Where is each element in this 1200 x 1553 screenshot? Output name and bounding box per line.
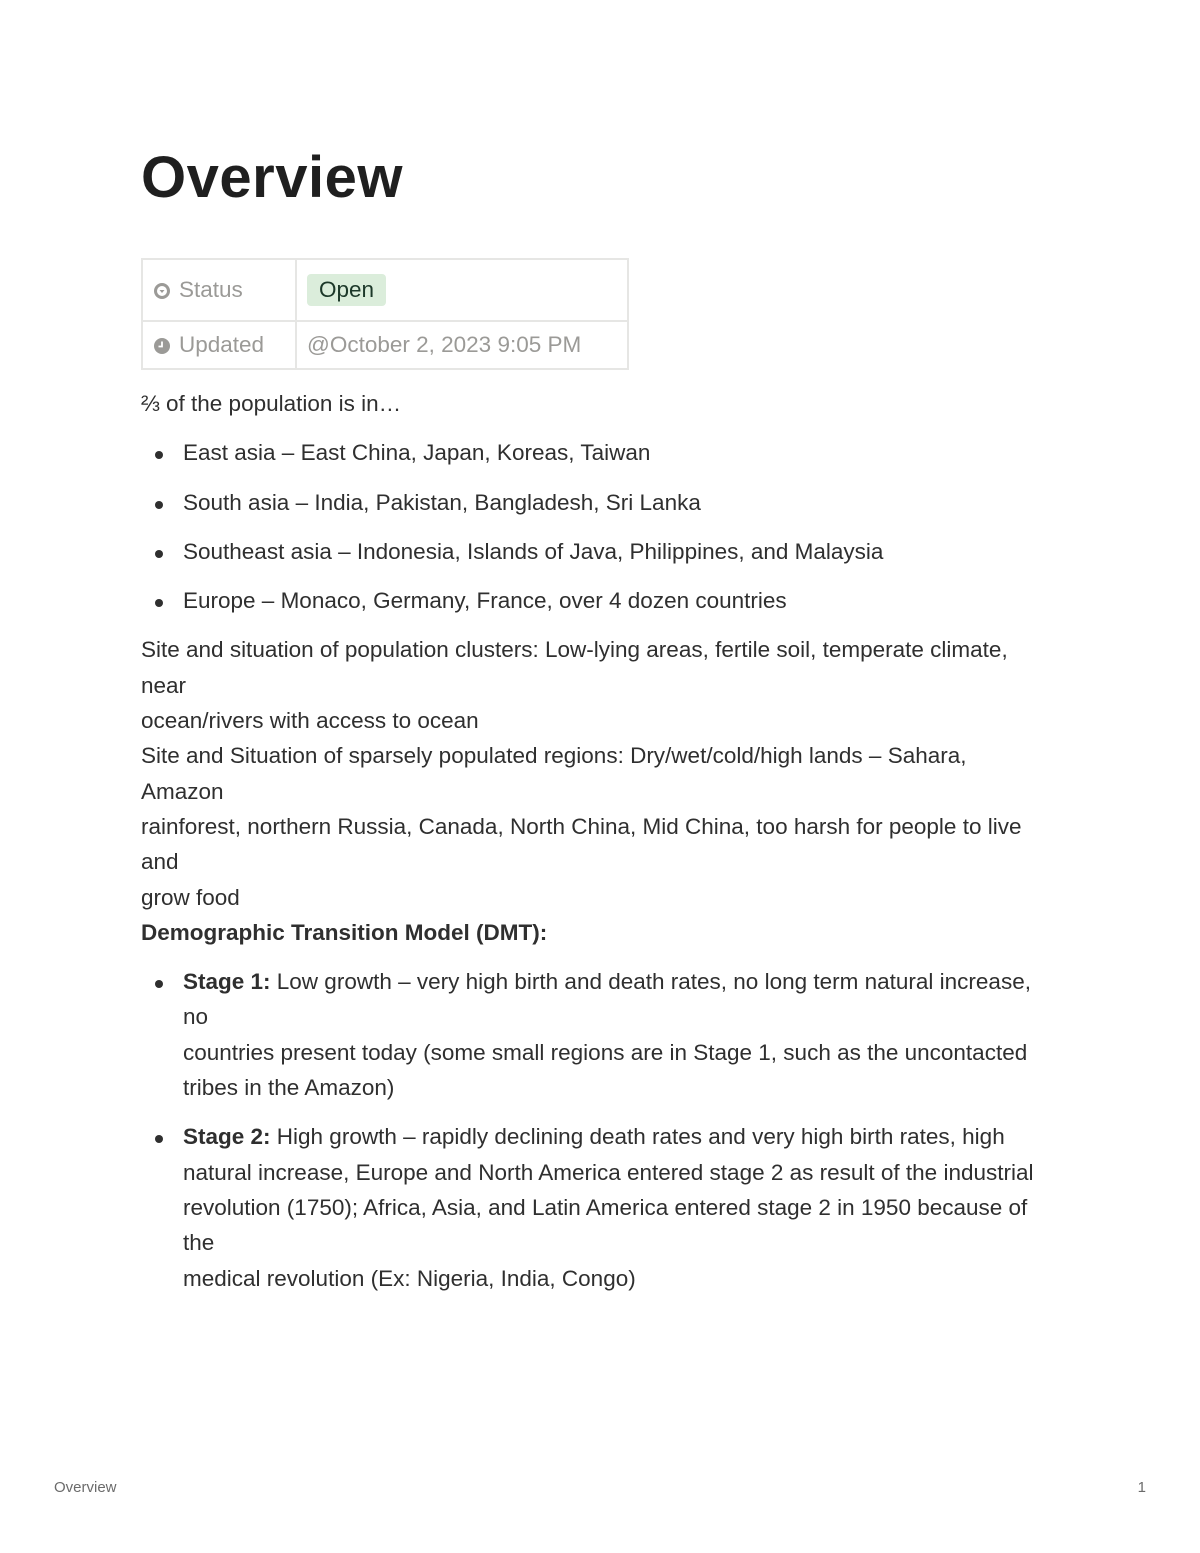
stage-text: medical revolution (Ex: Nigeria, India, Congo) (183, 1265, 636, 1291)
stage-text: High growth – rapidly declining death rates and very high birth rates, high (270, 1124, 1005, 1150)
status-property-value[interactable] (296, 259, 628, 321)
paragraph-line: Site and situation of population clusters: Low-lying areas, fertile soil, temperate climate, near (141, 637, 1008, 698)
status-property-row (142, 259, 628, 321)
list-item: Southeast asia – Indonesia, Islands of Java, Philippines, and Malaysia (141, 534, 1051, 569)
dmt-stages-list (141, 964, 1051, 1296)
updated-label: Updated (179, 332, 265, 357)
properties-table (141, 258, 629, 370)
paragraph-line: ocean/rivers with access to ocean (141, 708, 479, 734)
paragraph-line: Site and Situation of sparsely populated regions: Dry/wet/cold/high lands – Sahara, Amazon (141, 743, 967, 804)
updated-property-key (142, 321, 296, 369)
regions-list (141, 435, 1051, 618)
list-item: East asia – East China, Japan, Koreas, Taiwan (141, 435, 1051, 470)
sparse-paragraph (141, 738, 1051, 914)
stage-text: countries present today (some small regions are in Stage 1, such as the uncontacted tribes in the Amazon) (183, 1039, 1028, 1101)
dmt-heading: Demographic Transition Model (DMT): (141, 919, 548, 945)
document-body (141, 386, 1051, 1296)
updated-property-value[interactable] (296, 321, 628, 369)
updated-property-row (142, 321, 628, 369)
paragraph-line: rainforest, northern Russia, Canada, North China, Mid China, too harsh for people to live and (141, 813, 1022, 875)
footer-page-number: 1 (1137, 1479, 1146, 1496)
stage-label: Stage 2: (183, 1124, 271, 1150)
stage-label: Stage 1: (183, 969, 271, 995)
list-item: Europe – Monaco, Germany, France, over 4 dozen countries (141, 583, 1051, 618)
status-icon (153, 280, 171, 298)
paragraph-line: grow food (141, 884, 240, 910)
intro-text: ⅔ of the population is in… (141, 391, 402, 416)
stage-text: natural increase, Europe and North America entered stage 2 as result of the industrial (183, 1159, 1034, 1185)
footer-page-name: Overview (54, 1479, 117, 1496)
status-badge[interactable]: Open (307, 274, 386, 306)
list-item: South asia – India, Pakistan, Bangladesh, Sri Lanka (141, 485, 1051, 520)
page-title: Overview (141, 145, 403, 210)
status-label: Status (179, 277, 243, 302)
stage-text: Low growth – very high birth and death rates, no long term natural increase, no (183, 969, 1031, 1030)
clusters-paragraph (141, 632, 1051, 738)
stage-item (141, 1119, 1051, 1295)
stage-text: revolution (1750); Africa, Asia, and Latin America entered stage 2 in 1950 because of the (183, 1194, 1028, 1256)
status-property-key (142, 259, 296, 321)
clock-icon (153, 335, 171, 353)
updated-date[interactable]: @October 2, 2023 9:05 PM (307, 332, 582, 357)
stage-item (141, 964, 1051, 1105)
